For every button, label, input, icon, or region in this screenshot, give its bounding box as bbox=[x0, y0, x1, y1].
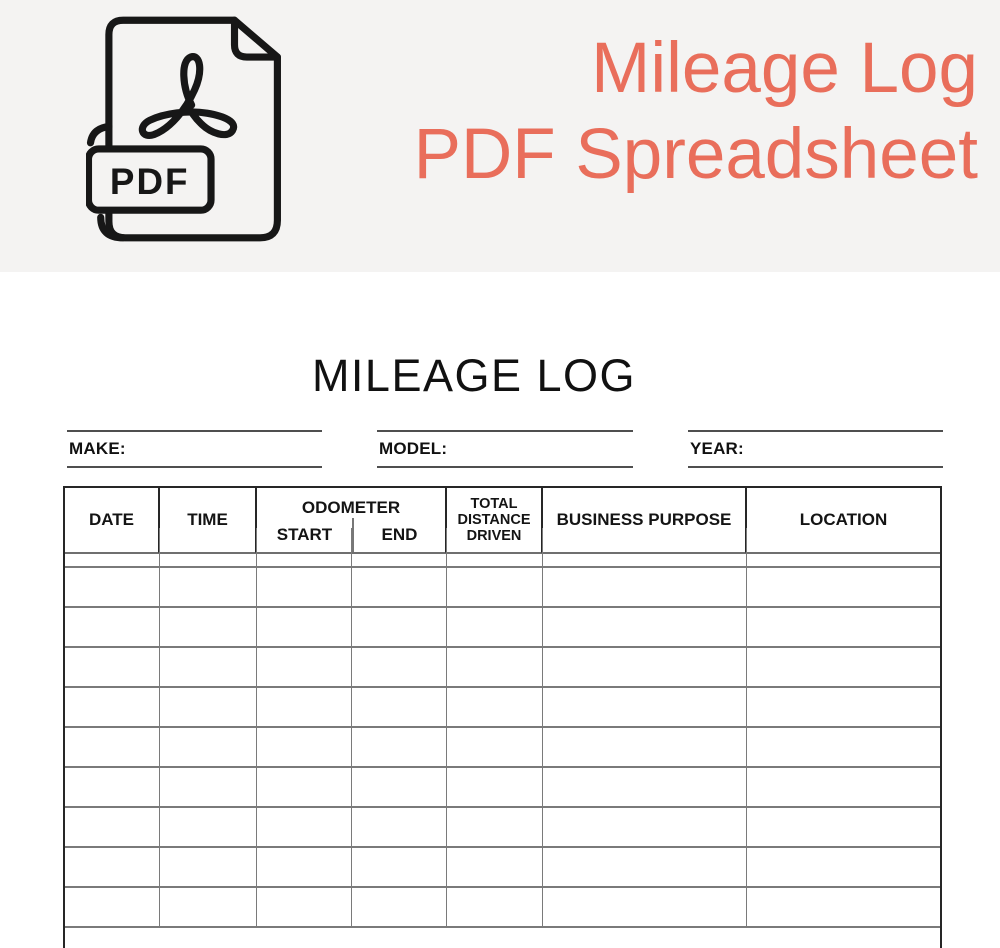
model-field bbox=[377, 430, 633, 468]
table-cell-r4-c5[interactable] bbox=[447, 648, 543, 688]
table-cell-r4-c2[interactable] bbox=[160, 648, 257, 688]
table-cell-r5-c7[interactable] bbox=[747, 688, 940, 728]
product-title-line1: Mileage Log bbox=[591, 29, 978, 108]
year-field bbox=[688, 430, 943, 468]
acrobat-swoosh-icon bbox=[142, 57, 233, 136]
make-field-value[interactable] bbox=[126, 432, 322, 466]
pdf-badge-label: PDF bbox=[109, 160, 190, 202]
table-cell-r1-c6[interactable] bbox=[543, 528, 747, 568]
table-cell-r3-c4[interactable] bbox=[352, 608, 447, 648]
table-cell-r2-c5[interactable] bbox=[447, 568, 543, 608]
table-cell-r10-c2[interactable] bbox=[160, 888, 257, 928]
make-label: MAKE: bbox=[69, 439, 126, 458]
table-cell-r7-c5[interactable] bbox=[447, 768, 543, 808]
table-cell-r4-c1[interactable] bbox=[65, 648, 160, 688]
model-label: MODEL: bbox=[379, 439, 448, 458]
table-cell-r7-c6[interactable] bbox=[543, 768, 747, 808]
pdf-file-icon bbox=[86, 8, 286, 248]
header-total-distance: TOTAL DISTANCE DRIVEN bbox=[447, 488, 543, 554]
table-cell-r2-c3[interactable] bbox=[257, 568, 352, 608]
table-cell-r7-c2[interactable] bbox=[160, 768, 257, 808]
table-cell-r9-c5[interactable] bbox=[447, 848, 543, 888]
banner bbox=[0, 0, 1000, 272]
table-cell-r8-c6[interactable] bbox=[543, 808, 747, 848]
table-cell-r1-c5[interactable] bbox=[447, 528, 543, 568]
table-cell-r8-c2[interactable] bbox=[160, 808, 257, 848]
table-cell-r2-c7[interactable] bbox=[747, 568, 940, 608]
table-cell-r3-c6[interactable] bbox=[543, 608, 747, 648]
table-cell-r3-c2[interactable] bbox=[160, 608, 257, 648]
header-location: LOCATION bbox=[747, 488, 940, 554]
table-cell-r9-c2[interactable] bbox=[160, 848, 257, 888]
table-cell-r3-c1[interactable] bbox=[65, 608, 160, 648]
table-cell-r5-c6[interactable] bbox=[543, 688, 747, 728]
table-cell-r6-c7[interactable] bbox=[747, 728, 940, 768]
product-title bbox=[300, 0, 1000, 198]
year-label: YEAR: bbox=[690, 439, 744, 458]
table-cell-r9-c3[interactable] bbox=[257, 848, 352, 888]
mileage-table bbox=[63, 486, 942, 948]
table-cell-r1-c2[interactable] bbox=[160, 528, 257, 568]
table-cell-r1-c7[interactable] bbox=[747, 528, 940, 568]
table-cell-r9-c7[interactable] bbox=[747, 848, 940, 888]
header-start: START bbox=[276, 525, 333, 544]
table-cell-r10-c7[interactable] bbox=[747, 888, 940, 928]
table-cell-r7-c4[interactable] bbox=[352, 768, 447, 808]
table-cell-r5-c5[interactable] bbox=[447, 688, 543, 728]
table-cell-r8-c4[interactable] bbox=[352, 808, 447, 848]
table-cell-r6-c6[interactable] bbox=[543, 728, 747, 768]
year-field-value[interactable] bbox=[744, 432, 943, 466]
table-cell-r7-c7[interactable] bbox=[747, 768, 940, 808]
table-cell-r10-c1[interactable] bbox=[65, 888, 160, 928]
table-cell-r6-c4[interactable] bbox=[352, 728, 447, 768]
table-cell-r2-c2[interactable] bbox=[160, 568, 257, 608]
header-end: END bbox=[352, 518, 445, 552]
make-field bbox=[67, 430, 322, 468]
header-time: TIME bbox=[160, 488, 257, 554]
table-cell-r7-c1[interactable] bbox=[65, 768, 160, 808]
table-cell-r8-c3[interactable] bbox=[257, 808, 352, 848]
table-cell-r10-c4[interactable] bbox=[352, 888, 447, 928]
table-cell-r9-c6[interactable] bbox=[543, 848, 747, 888]
table-cell-r9-c1[interactable] bbox=[65, 848, 160, 888]
table-cell-r3-c3[interactable] bbox=[257, 608, 352, 648]
table-cell-r5-c2[interactable] bbox=[160, 688, 257, 728]
table-cell-r4-c3[interactable] bbox=[257, 648, 352, 688]
table-cell-r5-c4[interactable] bbox=[352, 688, 447, 728]
table-cell-r6-c3[interactable] bbox=[257, 728, 352, 768]
header-odometer: ODOMETER bbox=[301, 498, 401, 517]
table-cell-r2-c6[interactable] bbox=[543, 568, 747, 608]
table-cell-r6-c2[interactable] bbox=[160, 728, 257, 768]
table-cell-r5-c3[interactable] bbox=[257, 688, 352, 728]
table-cell-r10-c5[interactable] bbox=[447, 888, 543, 928]
table-cell-r6-c5[interactable] bbox=[447, 728, 543, 768]
header-date: DATE bbox=[65, 488, 160, 554]
table-cell-r2-c4[interactable] bbox=[352, 568, 447, 608]
table-cell-r9-c4[interactable] bbox=[352, 848, 447, 888]
table-cell-r7-c3[interactable] bbox=[257, 768, 352, 808]
table-cell-r4-c4[interactable] bbox=[352, 648, 447, 688]
table-cell-r4-c7[interactable] bbox=[747, 648, 940, 688]
table-cell-r2-c1[interactable] bbox=[65, 568, 160, 608]
table-cell-r3-c7[interactable] bbox=[747, 608, 940, 648]
table-cell-r10-c6[interactable] bbox=[543, 888, 747, 928]
table-cell-r10-c3[interactable] bbox=[257, 888, 352, 928]
header-business-purpose: BUSINESS PURPOSE bbox=[543, 488, 747, 554]
product-title-line2: PDF Spreadsheet bbox=[413, 115, 978, 194]
table-cell-r4-c6[interactable] bbox=[543, 648, 747, 688]
table-cell-r3-c5[interactable] bbox=[447, 608, 543, 648]
table-cell-r6-c1[interactable] bbox=[65, 728, 160, 768]
table-cell-r1-c3[interactable] bbox=[257, 528, 352, 568]
table-cell-r8-c5[interactable] bbox=[447, 808, 543, 848]
table-cell-r8-c1[interactable] bbox=[65, 808, 160, 848]
table-cell-r5-c1[interactable] bbox=[65, 688, 160, 728]
mileage-log-title: MILEAGE LOG bbox=[311, 350, 637, 401]
table-cell-r8-c7[interactable] bbox=[747, 808, 940, 848]
model-field-value[interactable] bbox=[447, 432, 633, 466]
table-cell-r1-c4[interactable] bbox=[352, 528, 447, 568]
table-cell-r1-c1[interactable] bbox=[65, 528, 160, 568]
